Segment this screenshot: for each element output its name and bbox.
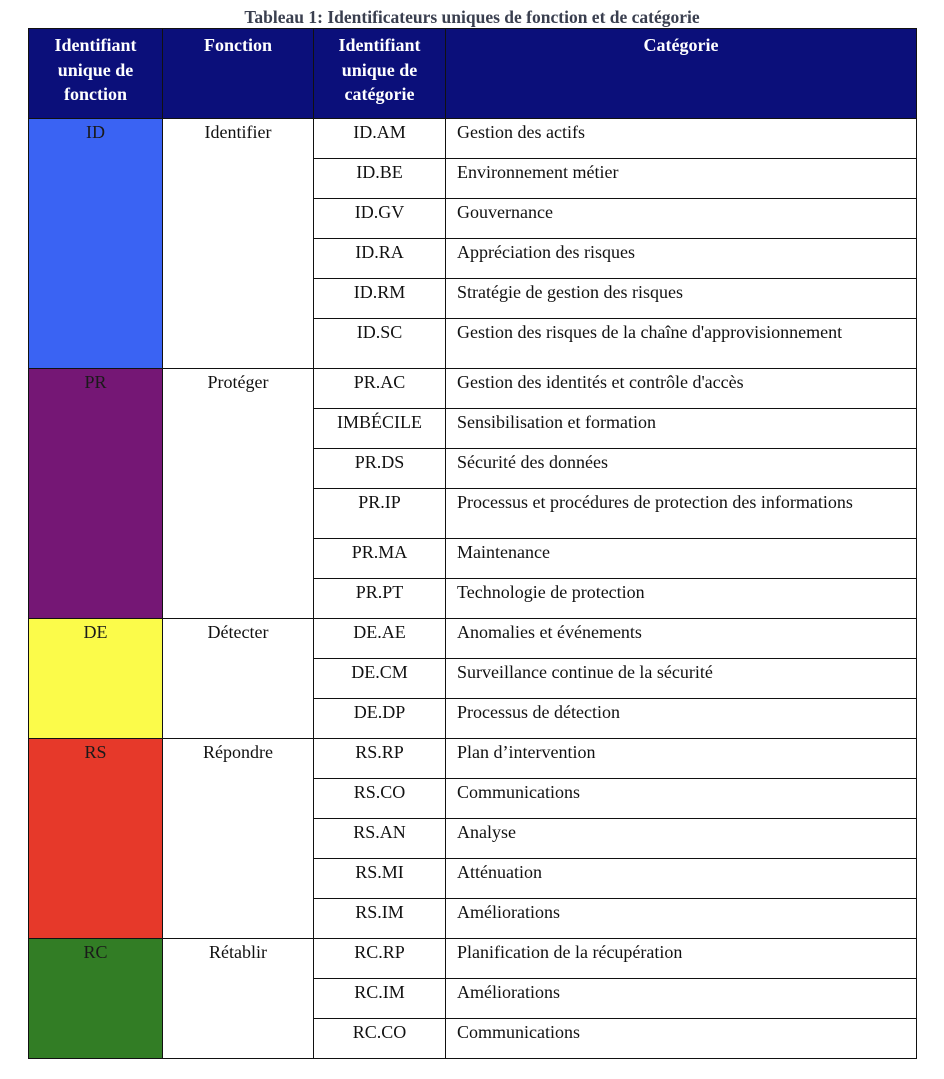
- category-name-cell: Gestion des risques de la chaîne d'approvisionnement: [446, 319, 917, 369]
- header-category: Catégorie: [446, 29, 917, 119]
- category-name-cell: Sensibilisation et formation: [446, 409, 917, 449]
- category-id-cell: PR.MA: [314, 539, 446, 579]
- category-name-cell: Processus et procédures de protection des informations: [446, 489, 917, 539]
- category-id-cell: RS.MI: [314, 859, 446, 899]
- header-category-id: Identifiant unique de catégorie: [314, 29, 446, 119]
- category-id-cell: DE.AE: [314, 619, 446, 659]
- category-id-cell: DE.DP: [314, 699, 446, 739]
- category-id-cell: RS.RP: [314, 739, 446, 779]
- table-row: [29, 739, 917, 779]
- category-name-cell: Améliorations: [446, 899, 917, 939]
- category-id-cell: PR.DS: [314, 449, 446, 489]
- category-id-cell: ID.RM: [314, 279, 446, 319]
- function-category-table: [28, 28, 917, 1059]
- function-id-cell: PR: [29, 369, 163, 619]
- category-name-cell: Anomalies et événements: [446, 619, 917, 659]
- category-name-cell: Technologie de protection: [446, 579, 917, 619]
- category-name-cell: Sécurité des données: [446, 449, 917, 489]
- category-name-cell: Appréciation des risques: [446, 239, 917, 279]
- table-row: [29, 939, 917, 979]
- category-id-cell: ID.GV: [314, 199, 446, 239]
- category-name-cell: Gouvernance: [446, 199, 917, 239]
- category-name-cell: Surveillance continue de la sécurité: [446, 659, 917, 699]
- category-id-cell: ID.BE: [314, 159, 446, 199]
- category-id-cell: RS.CO: [314, 779, 446, 819]
- category-name-cell: Gestion des identités et contrôle d'accès: [446, 369, 917, 409]
- function-name-cell: Détecter: [163, 619, 314, 739]
- table-header: [29, 29, 917, 119]
- header-function-id: Identifiant unique de fonction: [29, 29, 163, 119]
- table-row: [29, 119, 917, 159]
- function-id-cell: DE: [29, 619, 163, 739]
- category-id-cell: RC.IM: [314, 979, 446, 1019]
- category-name-cell: Atténuation: [446, 859, 917, 899]
- category-id-cell: ID.SC: [314, 319, 446, 369]
- category-id-cell: DE.CM: [314, 659, 446, 699]
- table-row: [29, 619, 917, 659]
- category-id-cell: ID.AM: [314, 119, 446, 159]
- table-row: [29, 369, 917, 409]
- function-name-cell: Répondre: [163, 739, 314, 939]
- function-id-cell: RS: [29, 739, 163, 939]
- category-id-cell: RC.CO: [314, 1019, 446, 1059]
- category-id-cell: IMBÉCILE: [314, 409, 446, 449]
- category-name-cell: Gestion des actifs: [446, 119, 917, 159]
- table-caption: Tableau 1: Identificateurs uniques de fonction et de catégorie: [244, 7, 700, 27]
- category-name-cell: Planification de la récupération: [446, 939, 917, 979]
- function-id-cell: ID: [29, 119, 163, 369]
- category-id-cell: ID.RA: [314, 239, 446, 279]
- category-id-cell: RS.IM: [314, 899, 446, 939]
- function-name-cell: Identifier: [163, 119, 314, 369]
- category-name-cell: Plan d’intervention: [446, 739, 917, 779]
- category-name-cell: Analyse: [446, 819, 917, 859]
- category-id-cell: PR.AC: [314, 369, 446, 409]
- category-name-cell: Communications: [446, 1019, 917, 1059]
- function-name-cell: Protéger: [163, 369, 314, 619]
- category-id-cell: RC.RP: [314, 939, 446, 979]
- category-name-cell: Communications: [446, 779, 917, 819]
- function-name-cell: Rétablir: [163, 939, 314, 1059]
- table-body: [29, 119, 917, 1059]
- header-function: Fonction: [163, 29, 314, 119]
- header-row: [29, 29, 917, 119]
- category-name-cell: Processus de détection: [446, 699, 917, 739]
- category-name-cell: Environnement métier: [446, 159, 917, 199]
- category-name-cell: Maintenance: [446, 539, 917, 579]
- category-id-cell: PR.IP: [314, 489, 446, 539]
- category-name-cell: Stratégie de gestion des risques: [446, 279, 917, 319]
- category-id-cell: PR.PT: [314, 579, 446, 619]
- category-name-cell: Améliorations: [446, 979, 917, 1019]
- function-id-cell: RC: [29, 939, 163, 1059]
- category-id-cell: RS.AN: [314, 819, 446, 859]
